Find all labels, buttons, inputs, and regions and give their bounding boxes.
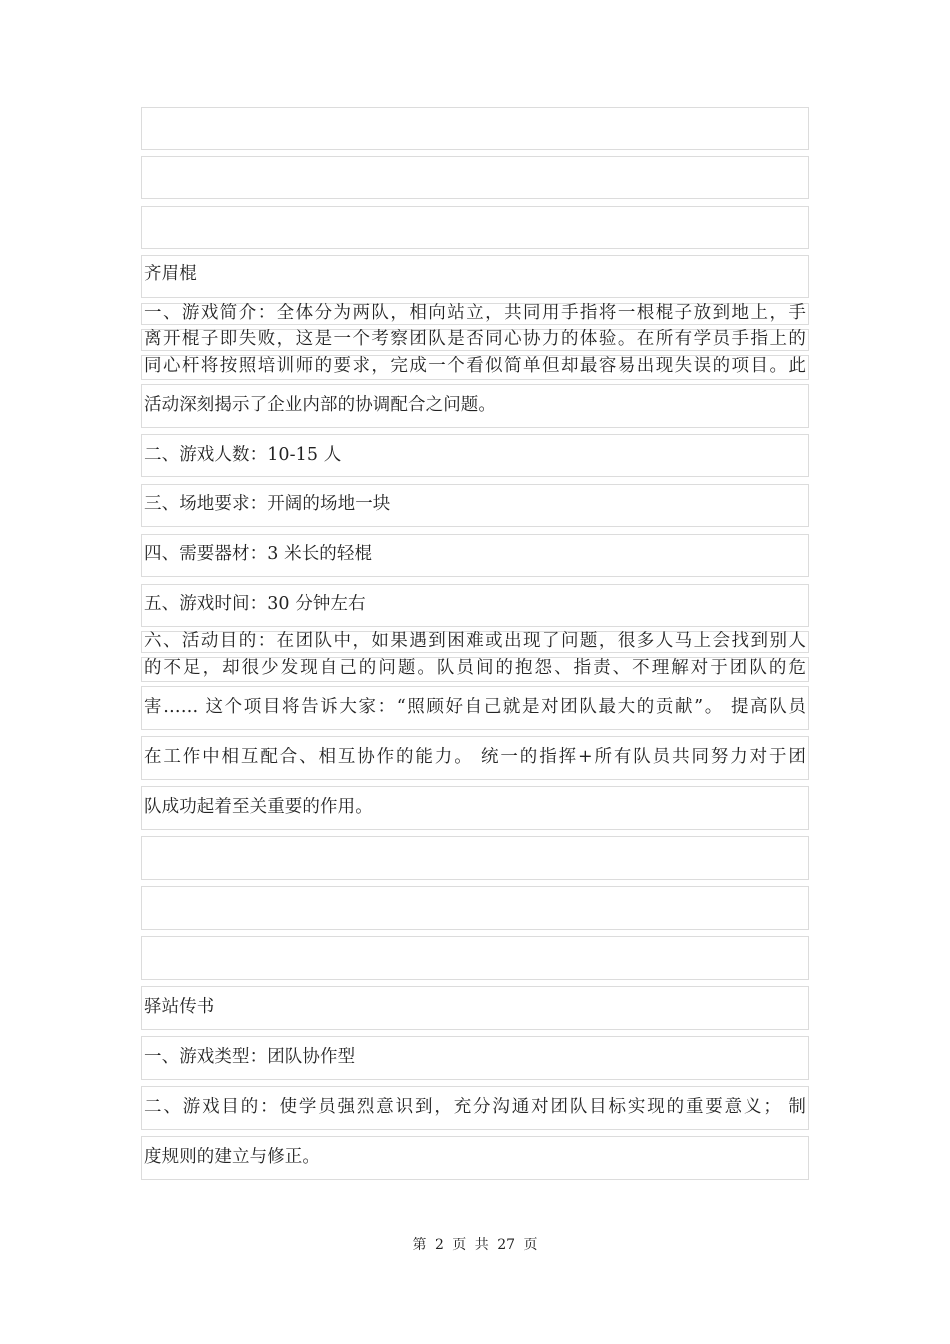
- title-cell: [141, 986, 809, 1030]
- venue-line: 三、场地要求：开阔的场地一块: [144, 494, 391, 514]
- page-number: 第 2 页 共 27 页: [412, 1237, 538, 1253]
- purpose-line: 度规则的建立与修正。: [144, 1147, 320, 1167]
- equipment-line: 四、需要器材：3 米长的轻棍: [144, 544, 373, 564]
- purpose-line: 害…… 这个项目将告诉大家：“照顾好自己就是对团队最大的贡献”。 提高队员: [144, 697, 806, 717]
- intro-line: 离开棍子即失败，这是一个考察团队是否同心协力的体验。在所有学员手指上的: [144, 329, 806, 349]
- purpose-line: 二、游戏目的：使学员强烈意识到，充分沟通对团队目标实现的重要意义； 制: [144, 1097, 806, 1117]
- intro-line: 同心杆将按照培训师的要求，完成一个看似简单但却最容易出现失误的项目。此: [144, 356, 806, 376]
- purpose-line: 六、活动目的：在团队中，如果遇到困难或出现了问题，很多人马上会找到别人: [144, 631, 806, 651]
- empty-cell: [141, 886, 809, 930]
- title-cell: [141, 255, 809, 298]
- section-title: 驿站传书: [144, 997, 215, 1017]
- section-title: 齐眉棍: [144, 264, 197, 284]
- empty-cell: [141, 107, 809, 150]
- purpose-line: 的不足，却很少发现自己的问题。队员间的抱怨、指责、不理解对于团队的危: [144, 658, 806, 678]
- players-line: 二、游戏人数：10-15 人: [144, 445, 342, 465]
- empty-cell: [141, 156, 809, 199]
- empty-cell: [141, 936, 809, 980]
- empty-cell: [141, 206, 809, 249]
- empty-cell: [141, 836, 809, 880]
- purpose-line: 队成功起着至关重要的作用。: [144, 797, 373, 817]
- type-line: 一、游戏类型：团队协作型: [144, 1047, 356, 1067]
- duration-line: 五、游戏时间：30 分钟左右: [144, 594, 366, 614]
- purpose-line: 在工作中相互配合、相互协作的能力。 统一的指挥+所有队员共同努力对于团: [144, 747, 806, 767]
- intro-line: 活动深刻揭示了企业内部的协调配合之问题。: [144, 395, 496, 415]
- intro-line: 一、游戏简介：全体分为两队，相向站立，共同用手指将一根棍子放到地上，手: [144, 303, 806, 323]
